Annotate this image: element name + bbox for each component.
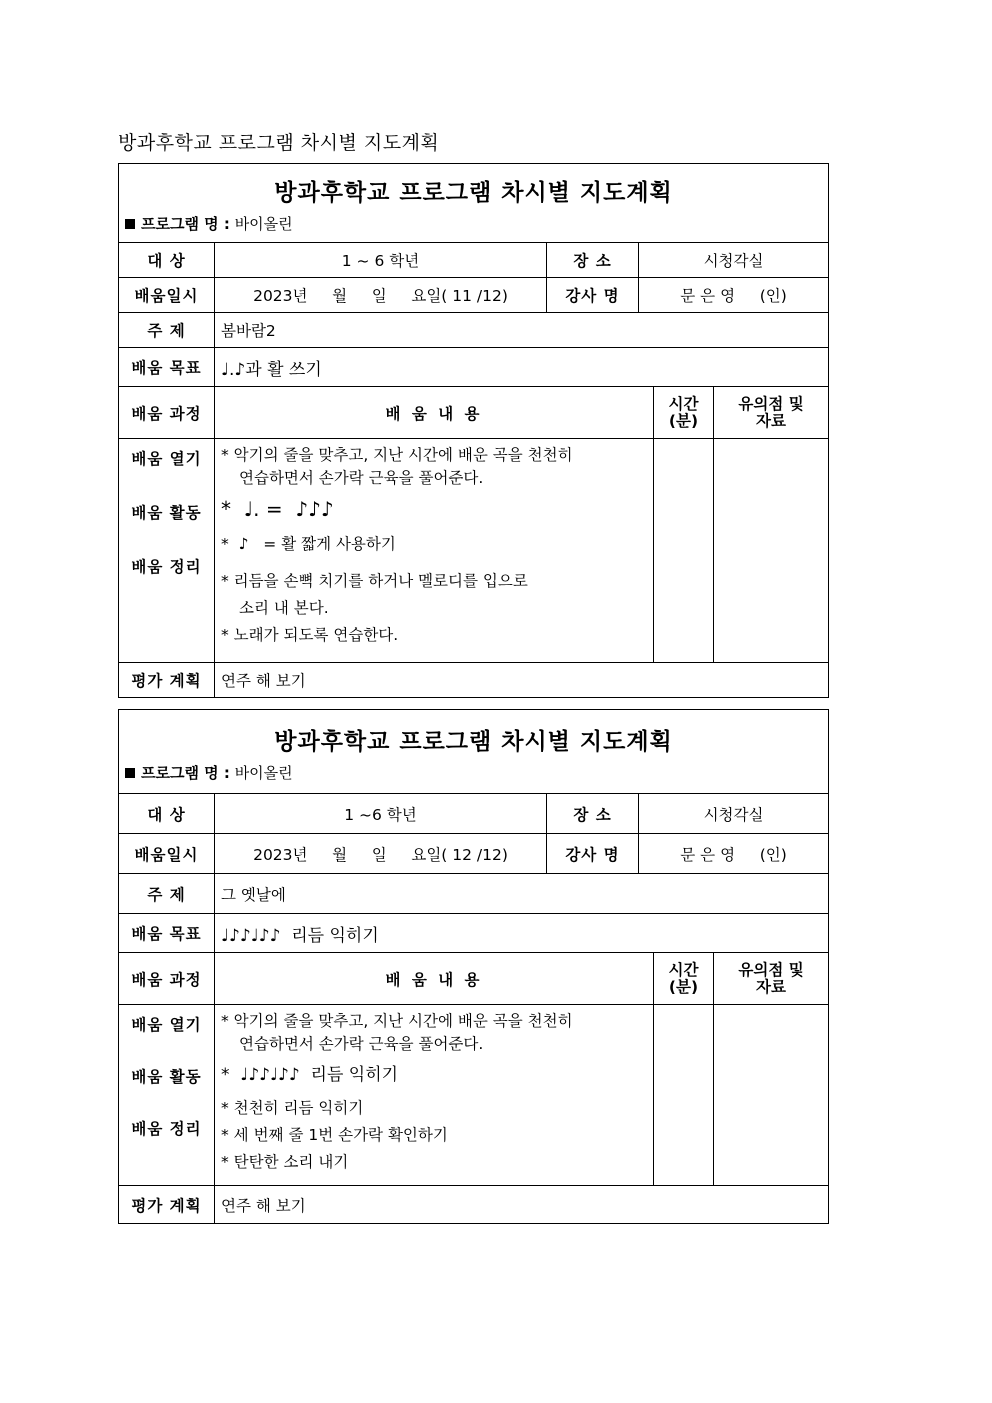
time-label-line: (분) [668, 411, 699, 430]
goal-value: ♩.♪과 활 쓰기 [215, 348, 829, 387]
table-header [119, 164, 829, 243]
date-value: 2023년 월 일 요일( 12 /12) [215, 834, 547, 874]
goal-label: 배움 목표 [119, 348, 215, 387]
date-value: 2023년 월 일 요일( 11 /12) [215, 278, 547, 313]
topic-label: 주 제 [119, 874, 215, 914]
content-label: 배 움 내 용 [215, 387, 654, 439]
teacher-value: 문 은 영 (인) [639, 834, 829, 874]
topic-value: 봄바람2 [215, 313, 829, 348]
step-close: 배움 정리 [131, 558, 202, 576]
program-name-label: 프로그램 명 : [141, 763, 230, 782]
time-cell [654, 1005, 714, 1186]
table-header-title: 방과후학교 프로그램 차시별 지도계획 [274, 180, 673, 206]
target-value: 1 ~ 6 학년 [215, 243, 547, 278]
content-line: * 세 번째 줄 1번 손가락 확인하기 [221, 1126, 448, 1144]
content-line: * 리듬을 손뼉 치기를 하거나 멜로디를 입으로 [221, 572, 528, 590]
steps-cell [119, 1005, 215, 1186]
step-activity: 배움 활동 [131, 504, 202, 522]
table-header-title: 방과후학교 프로그램 차시별 지도계획 [274, 728, 673, 755]
page-title: 방과후학교 프로그램 차시별 지도계획 [118, 132, 440, 154]
content-label: 배 움 내 용 [215, 953, 654, 1005]
evaluation-label: 평가 계획 [119, 663, 215, 698]
content-cell [215, 439, 654, 663]
program-name-row [125, 213, 822, 234]
date-label: 배움일시 [119, 834, 215, 874]
target-label: 대 상 [119, 794, 215, 834]
teacher-label: 강사 명 [547, 278, 639, 313]
notes-label [714, 953, 829, 1005]
content-line: * 악기의 줄을 맞추고, 지난 시간에 배운 곡을 천천히 [221, 446, 573, 464]
program-name-value: 바이올린 [234, 763, 293, 782]
notes-label-line: 자료 [756, 977, 786, 996]
time-label-line: 시간 [668, 960, 699, 979]
place-value: 시청각실 [639, 243, 829, 278]
notes-label-line: 유의점 및 [738, 960, 804, 979]
time-label-line: 시간 [668, 394, 699, 413]
table-header [119, 710, 829, 794]
content-line: * ♪ = 활 짧게 사용하기 [221, 535, 396, 553]
time-cell [654, 439, 714, 663]
square-bullet-icon [125, 219, 135, 229]
process-label: 배움 과정 [119, 387, 215, 439]
steps-cell [119, 439, 215, 663]
program-name-value: 바이올린 [234, 215, 293, 233]
content-line: * ♩♪♪♩♪♪ 리듬 익히기 [221, 1065, 399, 1085]
topic-value: 그 옛날에 [215, 874, 829, 914]
program-name-row [125, 762, 822, 783]
step-open: 배움 열기 [131, 1016, 202, 1034]
content-line: 연습하면서 손가락 근육을 풀어준다. [239, 469, 484, 487]
notes-cell [714, 1005, 829, 1186]
notes-label-line: 유의점 및 [738, 394, 804, 413]
evaluation-value: 연주 해 보기 [215, 1186, 829, 1224]
content-line: * 노래가 되도록 연습한다. [221, 626, 399, 644]
notes-label-line: 자료 [756, 411, 786, 430]
step-open: 배움 열기 [131, 450, 202, 468]
notes-cell [714, 439, 829, 663]
lesson-plan-table [118, 163, 829, 698]
content-line: * 탄탄한 소리 내기 [221, 1153, 349, 1171]
goal-value: ♩♪♪♩♪♪ 리듬 익히기 [215, 914, 829, 953]
time-label [654, 953, 714, 1005]
lesson-plan-table [118, 709, 829, 1224]
program-name-label: 프로그램 명 : [141, 215, 230, 233]
place-label: 장 소 [547, 243, 639, 278]
content-line: 소리 내 본다. [239, 599, 329, 617]
topic-label: 주 제 [119, 313, 215, 348]
evaluation-value: 연주 해 보기 [215, 663, 829, 698]
time-label [654, 387, 714, 439]
square-bullet-icon [125, 768, 135, 778]
goal-label: 배움 목표 [119, 914, 215, 953]
step-activity: 배움 활동 [131, 1068, 202, 1086]
content-line: * 악기의 줄을 맞추고, 지난 시간에 배운 곡을 천천히 [221, 1012, 573, 1030]
teacher-value: 문 은 영 (인) [639, 278, 829, 313]
process-label: 배움 과정 [119, 953, 215, 1005]
target-value: 1 ~6 학년 [215, 794, 547, 834]
step-close: 배움 정리 [131, 1120, 202, 1138]
content-cell [215, 1005, 654, 1186]
teacher-label: 강사 명 [547, 834, 639, 874]
content-line: * 천천히 리듬 익히기 [221, 1099, 364, 1117]
notes-label [714, 387, 829, 439]
evaluation-label: 평가 계획 [119, 1186, 215, 1224]
content-line: * ♩. = ♪♪♪ [221, 497, 334, 521]
target-label: 대 상 [119, 243, 215, 278]
time-label-line: (분) [668, 977, 699, 996]
place-value: 시청각실 [639, 794, 829, 834]
content-line: 연습하면서 손가락 근육을 풀어준다. [239, 1035, 484, 1053]
date-label: 배움일시 [119, 278, 215, 313]
place-label: 장 소 [547, 794, 639, 834]
